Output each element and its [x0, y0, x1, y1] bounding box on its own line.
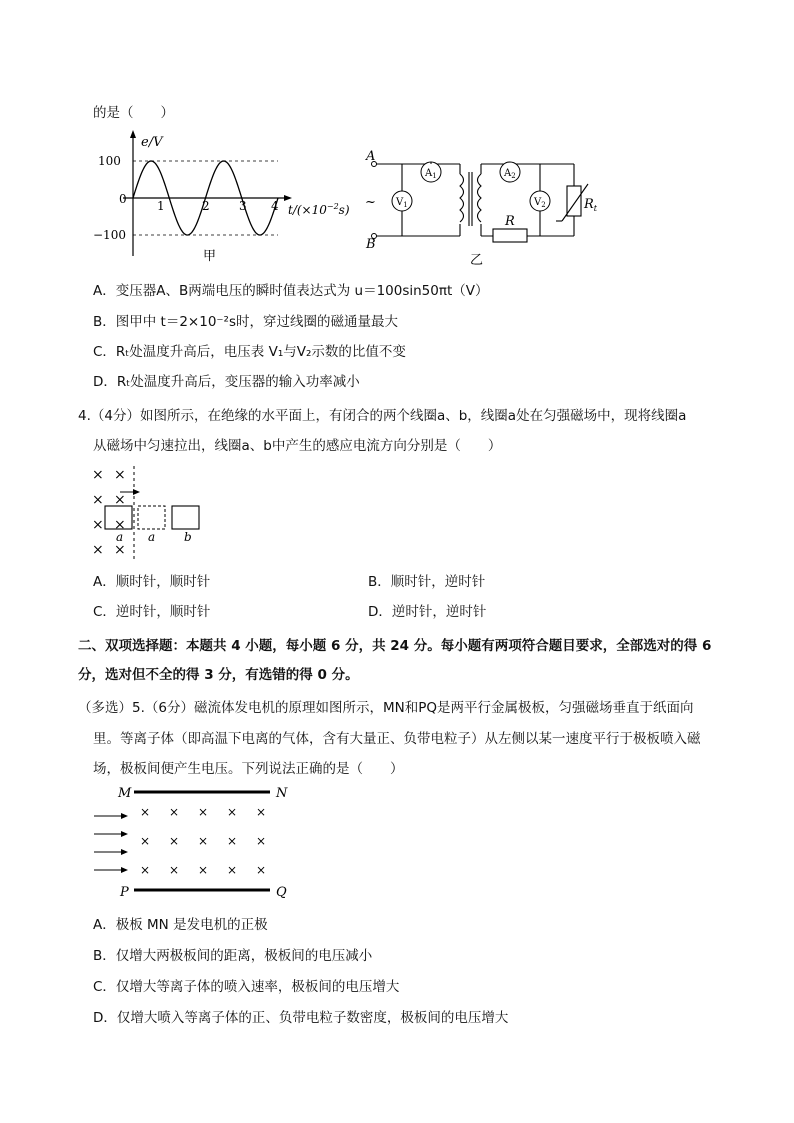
label-q: Q — [276, 885, 287, 898]
figure-jia-caption: 甲 — [203, 249, 217, 264]
q4-stem-line1: 4.（4分）如图所示，在绝缘的水平面上，有闭合的两个线圈a、b，线圈a处在匀强磁场中，现将线圈a — [78, 408, 687, 424]
label-n: N — [276, 786, 288, 801]
label-a: A — [366, 149, 376, 164]
q4-option-c[interactable]: C．逆时针，顺时针 — [93, 604, 211, 620]
label-a1: $A_1$ — [425, 168, 437, 180]
svg-text:×: × — [227, 805, 238, 819]
q3-option-b[interactable]: B．图甲中 t＝2×10⁻²s时，穿过线圈的磁通量最大 — [93, 314, 398, 330]
resistor-r — [493, 229, 527, 242]
label-rt: $R_t$ — [584, 197, 598, 213]
q5-option-d[interactable]: D．仅增大喷入等离子体的正、负带电粒子数密度，极板间的电压增大 — [93, 1010, 509, 1026]
q4-option-b[interactable]: B．顺时针，逆时针 — [368, 574, 486, 590]
x-tick-2: 2 — [202, 199, 210, 213]
q5-stem-line3: 场，极板间便产生电压。下列说法正确的是（ ） — [93, 761, 404, 777]
figure-jia-sine-graph — [93, 128, 358, 268]
q3-option-d[interactable]: D．Rₜ处温度升高后，变压器的输入功率减小 — [93, 374, 360, 390]
section2-heading-line1: 二、双项选择题：本题共 4 小题，每小题 6 分，共 24 分。每小题有两项符合题目要求，全部选对的得 6 — [78, 638, 712, 654]
svg-text:×: × — [256, 834, 267, 848]
figure-yi-caption: 乙 — [470, 253, 484, 268]
y-tick-100: 100 — [98, 154, 121, 168]
label-m: M — [118, 786, 132, 801]
x-tick-3: 3 — [239, 199, 247, 213]
svg-text:×: × — [114, 517, 126, 533]
svg-text:×: × — [140, 805, 151, 819]
label-b: B — [366, 237, 376, 252]
label-p: P — [120, 885, 129, 898]
section2-heading-line2: 分，选对但不全的得 3 分，有选错的得 0 分。 — [78, 667, 359, 683]
label-r: R — [505, 214, 515, 229]
q5-option-a[interactable]: A．极板 MN 是发电机的正极 — [93, 917, 268, 933]
svg-text:×: × — [169, 834, 180, 848]
figure-q5-mhd-generator — [90, 784, 300, 898]
label-coil-a: a — [116, 530, 124, 544]
svg-text:×: × — [169, 863, 180, 877]
q5-stem-line1: （多选）5.（6分）磁流体发电机的原理如图所示，MN和PQ是两平行金属极板，匀强磁场垂直于纸面向 — [78, 700, 694, 716]
svg-text:×: × — [198, 834, 209, 848]
svg-text:×: × — [256, 863, 267, 877]
x-axis-arrow — [284, 195, 292, 201]
y-tick-0: 0 — [119, 192, 127, 206]
x-axis-label: $t/(\times 10^{-2}s)$ — [288, 202, 350, 217]
svg-text:×: × — [92, 467, 104, 483]
q3-stem-tail: 的是（ ） — [93, 105, 174, 121]
y-tick-minus100: −100 — [93, 228, 126, 242]
y-axis-label: e/V — [141, 135, 163, 150]
svg-text:×: × — [227, 834, 238, 848]
svg-text:×: × — [114, 492, 126, 508]
svg-text:×: × — [227, 863, 238, 877]
svg-text:×: × — [114, 542, 126, 558]
svg-text:×: × — [256, 805, 267, 819]
svg-text:×: × — [114, 467, 126, 483]
svg-text:×: × — [140, 834, 151, 848]
label-coil-b: b — [184, 530, 192, 544]
coil-b — [172, 506, 199, 529]
coil-a-dashed — [138, 506, 165, 529]
label-v1: $V_1$ — [396, 197, 408, 209]
svg-text:×: × — [92, 492, 104, 508]
svg-text:×: × — [140, 863, 151, 877]
q4-option-d[interactable]: D．逆时针，逆时针 — [368, 604, 487, 620]
q5-option-c[interactable]: C．仅增大等离子体的喷入速率，极板间的电压增大 — [93, 979, 400, 995]
q5-stem-line2: 里。等离子体（即高温下电离的气体，含有大量正、负带电粒子）从左侧以某一速度平行于极板喷入磁 — [93, 731, 701, 747]
svg-text:×: × — [198, 863, 209, 877]
ac-source-symbol: ~ — [365, 195, 376, 210]
label-v2: $V_2$ — [534, 197, 546, 209]
q4-option-a[interactable]: A．顺时针，顺时针 — [93, 574, 211, 590]
y-axis-arrow — [130, 130, 136, 138]
label-coil-a-moved: a — [148, 530, 156, 544]
label-a2: $A_2$ — [504, 168, 516, 180]
svg-text:×: × — [92, 517, 104, 533]
x-tick-1: 1 — [157, 199, 165, 213]
q3-option-c[interactable]: C．Rₜ处温度升高后，电压表 V₁与V₂示数的比值不变 — [93, 344, 406, 360]
q3-option-a[interactable]: A．变压器A、B两端电压的瞬时值表达式为 u＝100sin50πt（V） — [93, 283, 489, 299]
svg-text:×: × — [198, 805, 209, 819]
figure-yi-transformer-circuit — [362, 148, 612, 270]
svg-text:×: × — [92, 542, 104, 558]
x-tick-4: 4 — [271, 199, 279, 213]
figure-q4-coils — [88, 462, 218, 562]
q5-option-b[interactable]: B．仅增大两极板间的距离，极板间的电压减小 — [93, 948, 373, 964]
magnetic-field-crosses — [140, 805, 266, 877]
q4-stem-line2: 从磁场中匀速拉出，线圈a、b中产生的感应电流方向分别是（ ） — [93, 438, 502, 454]
svg-text:×: × — [169, 805, 180, 819]
plasma-arrows — [121, 813, 128, 873]
